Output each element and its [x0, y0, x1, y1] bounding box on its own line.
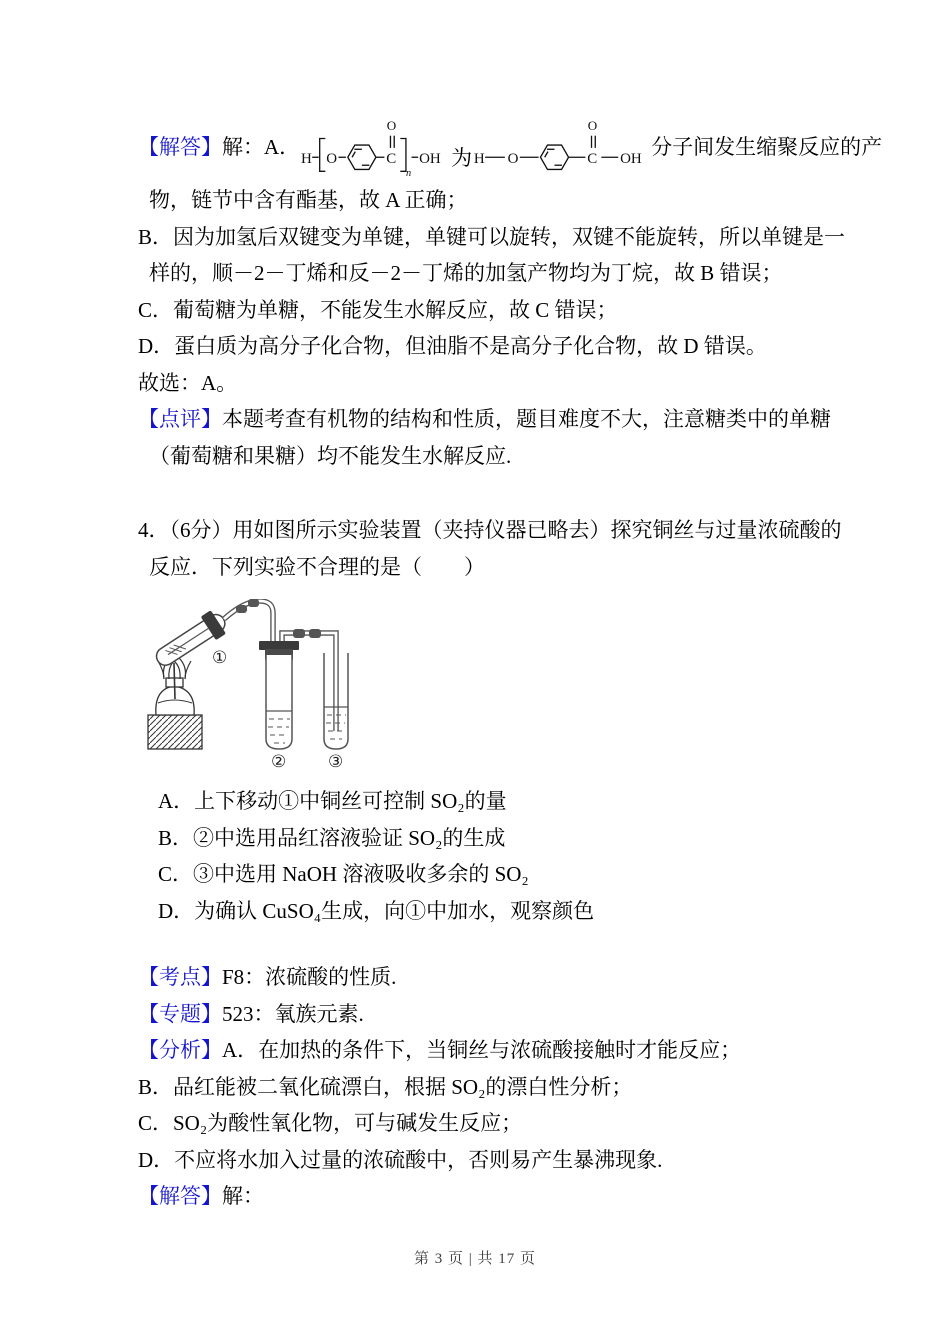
atom-label-h: H [474, 150, 485, 167]
diagram-label-1: ① [212, 648, 228, 667]
q3-answer-line-d: D．蛋白质为高分子化合物，但油脂不是高分子化合物，故 D 错误。 [138, 334, 767, 358]
q4-fenxi-line-c: C．SO₂为酸性氧化物，可与碱发生反应； [138, 1111, 523, 1135]
q3-answer-prefix: 解：A． [222, 135, 301, 159]
q4-options [138, 783, 838, 929]
q3-dianping-line2: （葡萄糖和果糖）均不能发生水解反应. [149, 443, 512, 468]
q4-option-a: A．上下移动①中铜丝可控制 SO₂的量 [158, 789, 507, 813]
atom-label-c: C [386, 150, 397, 167]
q4-stem-line2: 反应．下列实验不合理的是（ ） [149, 554, 485, 579]
atom-label-o: O [326, 150, 338, 167]
q4-option-b: B．②中选用品红溶液验证 SO₂的生成 [158, 825, 506, 850]
atom-label-oh: OH [419, 150, 441, 167]
dianping-label: 【点评】 [138, 407, 222, 431]
rubber-stopper-2 [259, 641, 299, 650]
question-4 [138, 512, 842, 1215]
acid-structure-image [473, 113, 651, 179]
stand-block [148, 715, 202, 749]
q3-answer-line-b2: 样的，顺－2－丁烯和反－2－丁烯的加氢产物均为丁烷，故 B 错误； [149, 261, 783, 285]
atom-label-c: C [587, 150, 598, 167]
test-tube-2 [259, 641, 299, 749]
q4-fenxi-line-d: D．不应将水加入过量的浓硫酸中，否则易产生暴沸现象. [138, 1147, 663, 1172]
kaodian-label: 【考点】 [138, 965, 222, 989]
q4-analysis [138, 959, 838, 1215]
q3-answer-suffix: 分子间发生缩聚反应的产 [651, 135, 883, 159]
alcohol-lamp [156, 663, 194, 715]
jieda-label: 【解答】 [138, 135, 222, 159]
q4-zhuanti-line [138, 996, 838, 1033]
diagram-label-3: ③ [328, 752, 344, 771]
atom-label-o-top: O [386, 118, 397, 134]
q4-fenxi-line-a [138, 1032, 838, 1069]
apparatus-diagram-svg [144, 599, 394, 771]
page-number-footer: 第 3 页 | 共 17 页 [413, 1251, 536, 1267]
jieda-text: 解： [222, 1184, 264, 1208]
q4-option-d: D．为确认 CuSO₄生成，向①中加水，观察颜色 [158, 898, 595, 923]
q3-dianping-line1 [138, 401, 838, 438]
q4-jieda-line [138, 1178, 838, 1215]
jieda-label-q4: 【解答】 [138, 1184, 222, 1208]
q4-kaodian-line [138, 959, 838, 996]
q4-fenxi-line-b: B．品红能被二氧化硫漂白，根据 SO₂的漂白性分析； [138, 1074, 633, 1099]
subscript-n: n [406, 168, 412, 179]
apparatus-diagram [144, 599, 838, 771]
kaodian-text: F8：浓硫酸的性质. [222, 965, 397, 989]
zhuanti-label: 【专题】 [138, 1001, 222, 1026]
q3-answer-line-c: C．葡萄糖为单糖，不能发生水解反应，故 C 错误； [138, 297, 618, 322]
q3-conclusion: 故选：A。 [138, 370, 238, 395]
dianping-text1: 本题考查有机物的结构和性质，题目难度不大，注意糖类中的单糖 [222, 407, 831, 431]
q3-answer-line-b1: B．因为加氢后双键变为单键，单键可以旋转，双键不能旋转，所以单键是一 [138, 224, 846, 249]
fenxi-label: 【分析】 [138, 1038, 222, 1062]
q4-option-c: C．③中选用 NaOH 溶液吸收多余的 SO₂ [158, 862, 529, 886]
atom-label-o-top: O [587, 118, 598, 134]
zhuanti-text: 523：氧族元素. [222, 1001, 364, 1026]
document-content [138, 110, 883, 1215]
q3-answer-line2: 物，链节中含有酯基，故 A 正确； [149, 188, 468, 212]
q4-stem-line1: 4．（6分）用如图所示实验装置（夹持仪器已略去）探究铜丝与过量浓硫酸的 [138, 518, 842, 542]
atom-label-o: O [507, 150, 519, 167]
polymer-structure-image [300, 113, 450, 179]
q3-answer-between: 为 [451, 146, 473, 170]
atom-label-h: H [301, 150, 312, 167]
fenxi-text-a: A．在加热的条件下，当铜丝与浓硫酸接触时才能反应； [222, 1038, 742, 1062]
q3-answer-line1 [138, 110, 883, 182]
diagram-label-2: ② [271, 752, 287, 771]
atom-label-oh: OH [620, 150, 642, 167]
